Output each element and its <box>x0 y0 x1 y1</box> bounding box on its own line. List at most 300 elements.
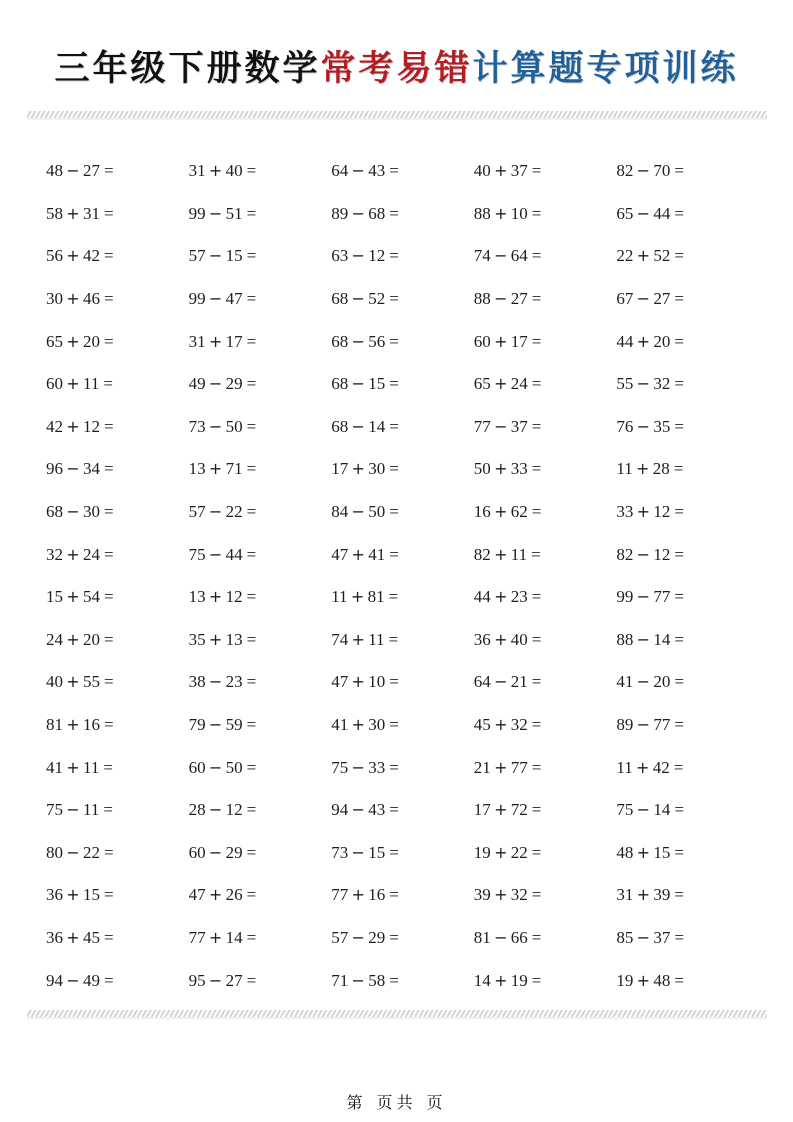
equals-sign: = <box>531 800 542 820</box>
equals-sign: = <box>674 203 684 223</box>
operand-b: 44 <box>225 544 243 564</box>
operand-a: 44 <box>473 587 491 607</box>
equals-sign: = <box>389 161 399 181</box>
operand-a: 48 <box>616 842 634 862</box>
equals-sign: = <box>389 970 399 990</box>
operand-a: 71 <box>331 970 349 990</box>
operand-a: 88 <box>473 203 491 223</box>
operator: − <box>636 800 651 820</box>
equals-sign: = <box>103 374 113 394</box>
operand-b: 23 <box>510 587 528 607</box>
operand-b: 68 <box>368 203 386 223</box>
problem-item <box>331 843 474 863</box>
equals-sign: = <box>674 374 684 394</box>
operand-a: 81 <box>473 927 491 947</box>
operator: + <box>636 459 650 479</box>
equals-sign: = <box>674 502 684 522</box>
problem-row <box>46 874 766 917</box>
equals-sign: = <box>674 629 684 649</box>
problem-row <box>46 533 766 576</box>
operand-b: 12 <box>368 246 386 266</box>
equals-sign: = <box>531 374 542 394</box>
operand-a: 73 <box>331 842 349 862</box>
operand-b: 59 <box>225 715 243 735</box>
operand-b: 21 <box>510 672 528 692</box>
operator: − <box>351 246 365 266</box>
equals-sign: = <box>246 842 257 862</box>
equals-sign: = <box>104 289 114 309</box>
operator: − <box>66 502 80 522</box>
operand-b: 10 <box>510 203 528 223</box>
equals-sign: = <box>389 459 399 479</box>
operand-b: 11 <box>83 800 100 820</box>
operator: − <box>494 927 508 947</box>
problem-item <box>331 417 474 437</box>
equals-sign: = <box>104 629 114 649</box>
operand-b: 10 <box>368 672 386 692</box>
operator: + <box>494 800 508 820</box>
equals-sign: = <box>104 715 114 735</box>
problem-item <box>189 204 332 224</box>
operand-b: 43 <box>368 161 386 181</box>
problem-item <box>46 843 189 863</box>
operand-a: 57 <box>188 502 206 522</box>
operand-b: 34 <box>83 459 100 479</box>
operator: − <box>351 842 365 862</box>
problem-item <box>616 715 759 735</box>
operator: − <box>636 927 651 947</box>
problem-item <box>616 459 759 479</box>
operator: − <box>208 416 223 436</box>
equals-sign: = <box>246 331 257 351</box>
problem-row <box>46 193 766 236</box>
operator: + <box>66 246 80 266</box>
operand-b: 32 <box>510 715 528 735</box>
operand-b: 77 <box>653 587 671 607</box>
operand-b: 27 <box>83 161 100 181</box>
operand-b: 16 <box>368 885 386 905</box>
problem-item <box>46 545 189 565</box>
problem-item <box>616 204 759 224</box>
problem-item <box>189 161 332 181</box>
operand-b: 20 <box>83 629 100 649</box>
operator: + <box>351 629 365 649</box>
operand-a: 56 <box>46 246 63 266</box>
operator: + <box>208 629 223 649</box>
equals-sign: = <box>674 672 684 692</box>
operand-a: 11 <box>616 459 633 479</box>
operator: + <box>66 715 80 735</box>
equals-sign: = <box>104 885 114 905</box>
problem-item <box>46 289 189 309</box>
operand-a: 31 <box>188 161 206 181</box>
operator: − <box>208 502 223 522</box>
equals-sign: = <box>389 672 399 692</box>
problem-item <box>331 161 474 181</box>
operand-b: 14 <box>225 927 243 947</box>
operator: − <box>351 203 365 223</box>
footer-page-label: 第 <box>346 1093 367 1112</box>
operator: + <box>66 203 80 223</box>
equals-sign: = <box>104 203 114 223</box>
problem-item <box>331 715 474 735</box>
equals-sign: = <box>531 459 542 479</box>
operand-a: 81 <box>46 715 63 735</box>
operand-b: 29 <box>225 842 243 862</box>
problem-item <box>46 928 189 948</box>
problem-item <box>189 672 332 692</box>
operand-a: 40 <box>46 672 63 692</box>
operator: + <box>636 246 651 266</box>
operator: − <box>494 672 508 692</box>
equals-sign: = <box>104 416 114 436</box>
operator: + <box>208 927 223 947</box>
operator: − <box>351 502 365 522</box>
problem-item <box>331 374 474 394</box>
operand-b: 24 <box>83 544 100 564</box>
operand-a: 47 <box>331 672 349 692</box>
footer-pages-label: 页 <box>426 1093 447 1112</box>
operand-a: 75 <box>616 800 634 820</box>
problem-item <box>189 246 332 266</box>
problem-item <box>46 417 189 437</box>
problem-row <box>46 661 766 704</box>
operand-a: 84 <box>331 502 349 522</box>
problem-item <box>616 587 759 607</box>
operand-b: 15 <box>368 842 386 862</box>
operand-b: 32 <box>653 374 671 394</box>
equals-sign: = <box>674 161 684 181</box>
operand-a: 85 <box>616 927 634 947</box>
equals-sign: = <box>389 885 399 905</box>
equals-sign: = <box>389 289 399 309</box>
equals-sign: = <box>246 970 257 990</box>
operator: + <box>636 502 651 522</box>
operator: + <box>636 842 651 862</box>
problem-item <box>474 587 617 607</box>
operator: + <box>66 289 80 309</box>
operator: − <box>636 544 651 564</box>
operator: − <box>208 374 223 394</box>
problem-item <box>616 672 759 692</box>
problem-item <box>46 587 189 607</box>
operand-a: 55 <box>616 374 634 394</box>
operator: + <box>494 715 508 735</box>
problem-item <box>189 332 332 352</box>
operand-a: 80 <box>46 842 63 862</box>
operator: − <box>66 970 80 990</box>
equals-sign: = <box>246 715 257 735</box>
problem-row <box>46 789 766 832</box>
operand-b: 24 <box>510 374 528 394</box>
operand-a: 48 <box>46 161 63 181</box>
operator: − <box>636 289 651 309</box>
operator: + <box>208 885 223 905</box>
problem-item <box>474 672 617 692</box>
operand-b: 12 <box>653 544 671 564</box>
operand-b: 49 <box>83 970 100 990</box>
equals-sign: = <box>389 246 399 266</box>
problem-row <box>46 619 766 662</box>
footer-total-label: 页共 <box>376 1093 417 1112</box>
operand-a: 36 <box>473 629 491 649</box>
equals-sign: = <box>389 331 399 351</box>
operand-b: 31 <box>83 203 100 223</box>
operator: + <box>636 331 651 351</box>
operator: − <box>208 203 223 223</box>
operator: + <box>636 970 651 990</box>
operand-b: 30 <box>83 502 100 522</box>
operand-a: 30 <box>46 289 63 309</box>
problem-row <box>46 406 766 449</box>
operand-b: 41 <box>368 544 386 564</box>
operand-b: 48 <box>653 970 671 990</box>
operand-a: 75 <box>188 544 206 564</box>
operator: + <box>351 885 365 905</box>
equals-sign: = <box>531 331 542 351</box>
operator: − <box>636 374 651 394</box>
equals-sign: = <box>674 842 684 862</box>
operand-a: 68 <box>331 289 349 309</box>
equals-sign: = <box>104 459 114 479</box>
operator: + <box>66 374 80 394</box>
problem-item <box>474 332 617 352</box>
operand-b: 64 <box>510 246 528 266</box>
operand-b: 30 <box>368 715 386 735</box>
problem-item <box>616 417 759 437</box>
problem-item <box>189 374 332 394</box>
operand-a: 57 <box>188 246 206 266</box>
operator: − <box>66 161 80 181</box>
operand-a: 17 <box>331 459 349 479</box>
operand-a: 39 <box>473 885 491 905</box>
operand-b: 40 <box>225 161 243 181</box>
operator: − <box>494 416 508 436</box>
operand-b: 42 <box>652 757 670 777</box>
operand-b: 14 <box>368 416 386 436</box>
operator: − <box>66 800 80 820</box>
problem-item <box>46 502 189 522</box>
operand-b: 29 <box>225 374 243 394</box>
equals-sign: = <box>531 246 542 266</box>
operator: + <box>208 587 223 607</box>
operand-a: 77 <box>473 416 491 436</box>
operator: − <box>351 289 365 309</box>
operand-b: 70 <box>653 161 671 181</box>
equals-sign: = <box>531 672 542 692</box>
operator: − <box>208 715 223 735</box>
equals-sign: = <box>104 672 114 692</box>
problem-item <box>189 885 332 905</box>
equals-sign: = <box>104 544 114 564</box>
operand-b: 33 <box>368 757 386 777</box>
operator: − <box>636 629 651 649</box>
operand-a: 88 <box>473 289 491 309</box>
operator: + <box>494 885 508 905</box>
operand-a: 41 <box>331 715 349 735</box>
operand-a: 96 <box>46 459 63 479</box>
equals-sign: = <box>103 757 113 777</box>
problem-item <box>474 630 617 650</box>
equals-sign: = <box>389 203 399 223</box>
operand-a: 73 <box>188 416 206 436</box>
operand-a: 64 <box>473 672 491 692</box>
operand-a: 58 <box>46 203 63 223</box>
operand-a: 24 <box>46 629 63 649</box>
equals-sign: = <box>246 800 257 820</box>
equals-sign: = <box>531 544 541 564</box>
operand-a: 40 <box>473 161 491 181</box>
equals-sign: = <box>674 970 684 990</box>
problem-item <box>331 246 474 266</box>
operand-a: 42 <box>46 416 63 436</box>
operator: + <box>66 629 80 649</box>
problem-item <box>189 545 332 565</box>
operator: − <box>208 544 223 564</box>
operand-a: 16 <box>473 502 491 522</box>
problem-item <box>189 843 332 863</box>
problem-item <box>189 758 332 778</box>
title-grade-subject: 三年级下册数学 <box>54 48 321 89</box>
operator: − <box>636 416 651 436</box>
operator: + <box>66 885 80 905</box>
equals-sign: = <box>674 800 684 820</box>
equals-sign: = <box>531 289 542 309</box>
operator: − <box>208 289 223 309</box>
operand-a: 88 <box>616 629 634 649</box>
operand-b: 22 <box>83 842 100 862</box>
operand-a: 17 <box>473 800 491 820</box>
problem-item <box>189 715 332 735</box>
operand-b: 40 <box>510 629 528 649</box>
operand-a: 38 <box>188 672 206 692</box>
problem-item <box>189 928 332 948</box>
operator: + <box>208 331 223 351</box>
operand-b: 15 <box>225 246 243 266</box>
problem-item <box>46 758 189 778</box>
problem-row <box>46 320 766 363</box>
operand-b: 12 <box>225 587 243 607</box>
equals-sign: = <box>246 289 257 309</box>
operator: + <box>494 587 508 607</box>
operand-b: 28 <box>652 459 670 479</box>
problem-item <box>331 928 474 948</box>
operand-b: 66 <box>510 927 528 947</box>
problem-item <box>474 545 617 565</box>
problem-item <box>616 928 759 948</box>
operand-b: 37 <box>510 161 528 181</box>
operator: + <box>494 161 508 181</box>
operand-b: 27 <box>510 289 528 309</box>
operand-a: 28 <box>188 800 206 820</box>
problem-item <box>331 289 474 309</box>
problem-item <box>616 971 759 991</box>
problem-item <box>474 374 617 394</box>
operator: − <box>494 246 508 266</box>
operand-a: 11 <box>331 587 348 607</box>
problem-item <box>474 417 617 437</box>
operator: − <box>351 416 365 436</box>
operand-a: 44 <box>616 331 634 351</box>
operator: + <box>66 331 80 351</box>
operand-a: 49 <box>188 374 206 394</box>
operand-a: 60 <box>188 842 206 862</box>
operand-b: 29 <box>368 927 386 947</box>
equals-sign: = <box>389 842 399 862</box>
operator: − <box>208 757 223 777</box>
page-title <box>0 42 793 96</box>
operand-a: 60 <box>473 331 491 351</box>
problem-row <box>46 363 766 406</box>
operand-b: 37 <box>510 416 528 436</box>
operator: − <box>636 715 651 735</box>
equals-sign: = <box>246 587 257 607</box>
equals-sign: = <box>388 587 399 607</box>
operand-a: 75 <box>46 800 63 820</box>
operand-b: 50 <box>225 757 243 777</box>
operand-a: 74 <box>331 629 349 649</box>
operand-a: 31 <box>188 331 206 351</box>
operator: + <box>636 757 650 777</box>
problem-item <box>331 587 474 607</box>
equals-sign: = <box>673 459 684 479</box>
operand-b: 72 <box>510 800 528 820</box>
operand-a: 77 <box>331 885 349 905</box>
equals-sign: = <box>246 502 257 522</box>
equals-sign: = <box>674 544 684 564</box>
equals-sign: = <box>531 927 542 947</box>
operand-b: 20 <box>653 672 671 692</box>
operand-b: 11 <box>510 544 528 564</box>
operand-a: 89 <box>331 203 349 223</box>
operator: − <box>351 161 365 181</box>
operand-b: 81 <box>367 587 385 607</box>
problem-item <box>616 161 759 181</box>
operator: + <box>66 672 80 692</box>
operand-a: 99 <box>188 203 206 223</box>
operator: + <box>494 544 508 564</box>
problem-item <box>474 289 617 309</box>
operand-b: 44 <box>653 203 671 223</box>
problem-item <box>189 459 332 479</box>
equals-sign: = <box>246 459 257 479</box>
equals-sign: = <box>104 502 114 522</box>
operator: + <box>351 715 365 735</box>
equals-sign: = <box>104 331 114 351</box>
operator: − <box>351 927 365 947</box>
problem-item <box>616 885 759 905</box>
operand-a: 94 <box>46 970 63 990</box>
operator: − <box>636 587 651 607</box>
operand-a: 36 <box>46 927 63 947</box>
operator: + <box>494 502 508 522</box>
problem-item <box>331 758 474 778</box>
problem-item <box>189 289 332 309</box>
equals-sign: = <box>531 757 542 777</box>
operand-b: 20 <box>83 331 100 351</box>
operand-b: 11 <box>368 629 385 649</box>
operand-a: 50 <box>473 459 491 479</box>
operand-a: 68 <box>331 416 349 436</box>
operand-b: 12 <box>83 416 100 436</box>
bottom-hatched-divider <box>27 1010 767 1019</box>
operand-b: 71 <box>225 459 243 479</box>
problem-row <box>46 746 766 789</box>
operand-a: 41 <box>46 757 63 777</box>
operand-a: 35 <box>188 629 206 649</box>
problem-item <box>331 545 474 565</box>
operand-b: 13 <box>225 629 243 649</box>
